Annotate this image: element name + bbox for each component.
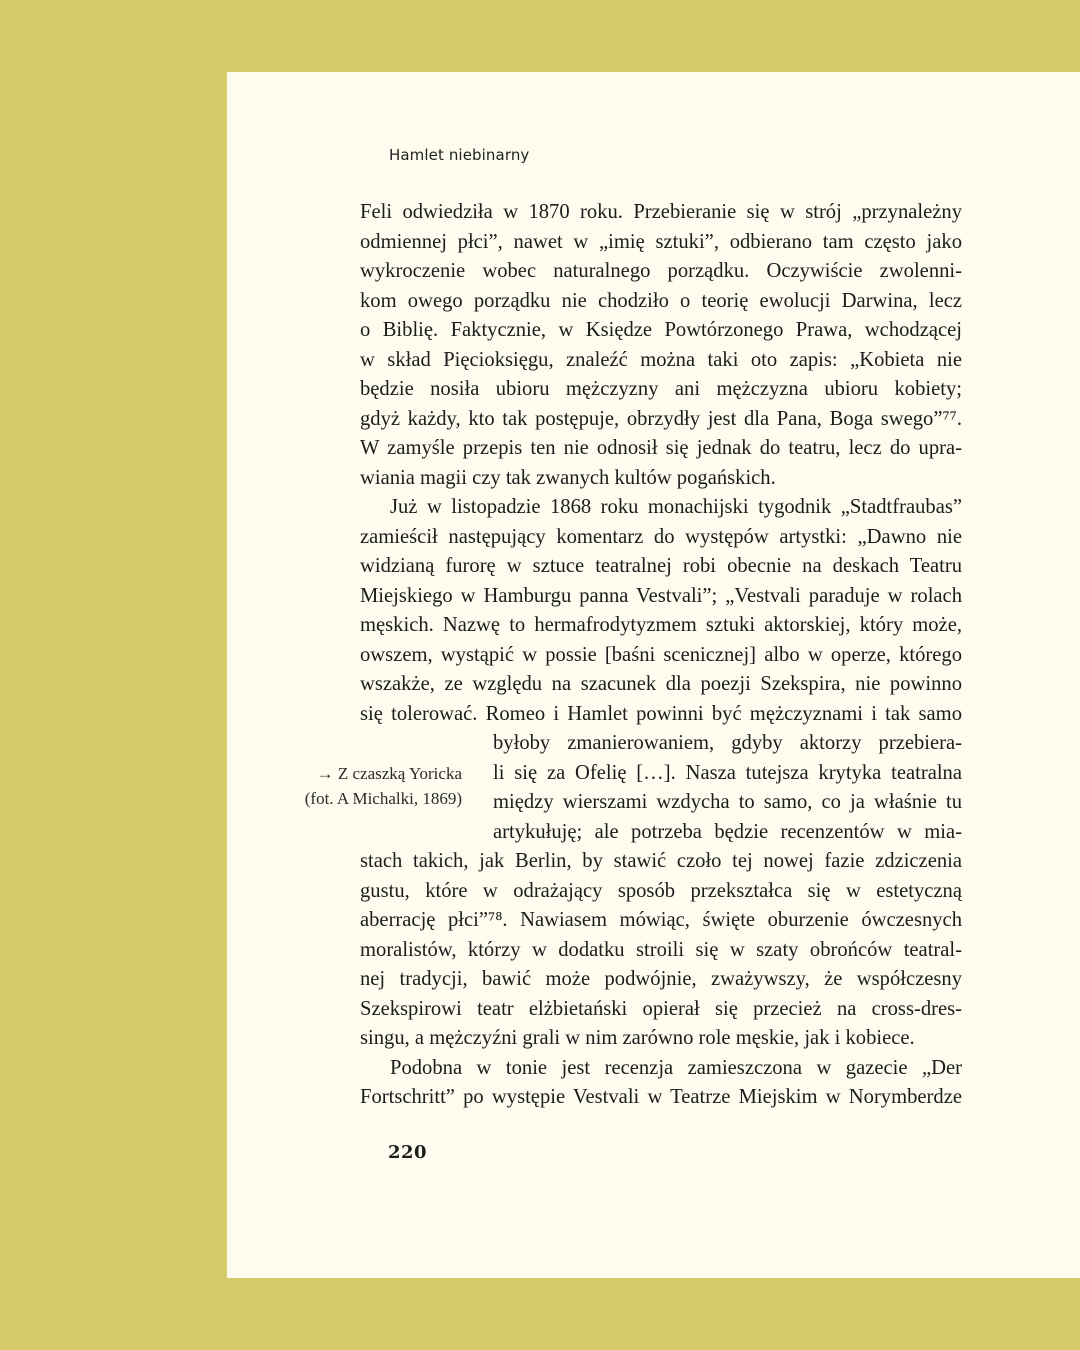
- text-line: aberrację płci”⁷⁸. Nawiasem mówiąc, święte oburzenie ówczesnych: [360, 909, 962, 931]
- image-caption-line: (fot. A Michalki, 1869): [304, 789, 462, 808]
- text-line: nej tradycji, bawić może podwójnie, zważywszy, że współczesny: [360, 968, 962, 990]
- text-line: gdyż każdy, kto tak postępuje, obrzydły jest dla Pana, Boga swego”⁷⁷.: [360, 407, 962, 430]
- text-line: odmiennej płci”, nawet w „imię sztuki”, odbierano tam często jako: [360, 230, 962, 253]
- text-line: gustu, które w odrażający sposób przekształca się w estetyczną: [360, 879, 962, 902]
- text-line: W zamyśle przepis ten nie odnosił się jednak do teatru, lecz do upra-: [360, 437, 962, 459]
- text-line: li się za Ofelię […]. Nasza tutejsza krytyka teatralna: [493, 761, 962, 784]
- text-line: męskich. Nazwę to hermafrodytyzmem sztuki aktorskiej, który może,: [360, 614, 962, 636]
- text-line: Podobna w tonie jest recenzja zamieszczona w gazecie „Der: [390, 1056, 962, 1079]
- text-line: byłoby zmanierowaniem, gdyby aktorzy przebiera-: [493, 732, 962, 754]
- text-line: kom owego porządku nie chodziło o teorię ewolucji Darwina, lecz: [360, 289, 962, 312]
- text-line: owszem, wystąpić w possie [baśni scenicznej] albo w operze, którego: [360, 643, 962, 666]
- page-number: 220: [388, 1142, 428, 1163]
- text-line: Feli odwiedziła w 1870 roku. Przebieranie się w strój „przynależny: [360, 201, 962, 223]
- text-line: w skład Pięcioksięgu, znaleźć można taki oto zapis: „Kobieta nie: [360, 348, 962, 371]
- text-line: o Biblię. Faktycznie, w Księdze Powtórzonego Prawa, wchodzącej: [360, 319, 962, 341]
- text-line: stach takich, jak Berlin, by stawić czoło tej nowej fazie zdziczenia: [360, 850, 962, 872]
- text-line: Miejskiego w Hamburgu panna Vestvali”; „Vestvali paraduje w rolach: [360, 584, 962, 607]
- image-caption-line: → Z czaszką Yoricka: [316, 764, 462, 783]
- running-head: Hamlet niebinarny: [389, 146, 530, 164]
- text-line: między wierszami wzdycha to samo, co ja właśnie tu: [493, 791, 962, 813]
- text-line: zamieścił następujący komentarz do występów artystki: „Dawno nie: [360, 525, 962, 548]
- text-line: Już w listopadzie 1868 roku monachijski tygodnik „Stadtfraubas”: [390, 496, 962, 518]
- text-line: wykroczenie wobec naturalnego porządku. Oczywiście zwolenni-: [360, 260, 962, 282]
- text-line: Szekspirowi teatr elżbietański opierał się przecież na cross-dres-: [360, 997, 962, 1020]
- text-line: widzianą furorę w sztuce teatralnej robi obecnie na deskach Teatru: [360, 555, 962, 577]
- text-line: singu, a mężczyźni grali w nim zarówno role męskie, jak i kobiece.: [360, 1027, 915, 1049]
- book-page: [227, 72, 1080, 1278]
- text-line: wszakże, ze względu na szacunek dla poezji Szekspira, nie powinno: [360, 673, 962, 695]
- text-line: Fortschritt” po występie Vestvali w Teatrze Miejskim w Norymberdze: [360, 1086, 962, 1108]
- text-line: będzie nosiła ubioru mężczyzny ani mężczyzna ubioru kobiety;: [360, 378, 962, 400]
- text-line: moralistów, którzy w dodatku stroili się w szaty obrońców teatral-: [360, 938, 962, 961]
- text-line: artykułuję; ale potrzeba będzie recenzentów w mia-: [493, 820, 962, 843]
- text-line: wiania magii czy tak zwanych kultów pogańskich.: [360, 466, 776, 489]
- text-line: się tolerować. Romeo i Hamlet powinni być mężczyznami i tak samo: [360, 702, 962, 725]
